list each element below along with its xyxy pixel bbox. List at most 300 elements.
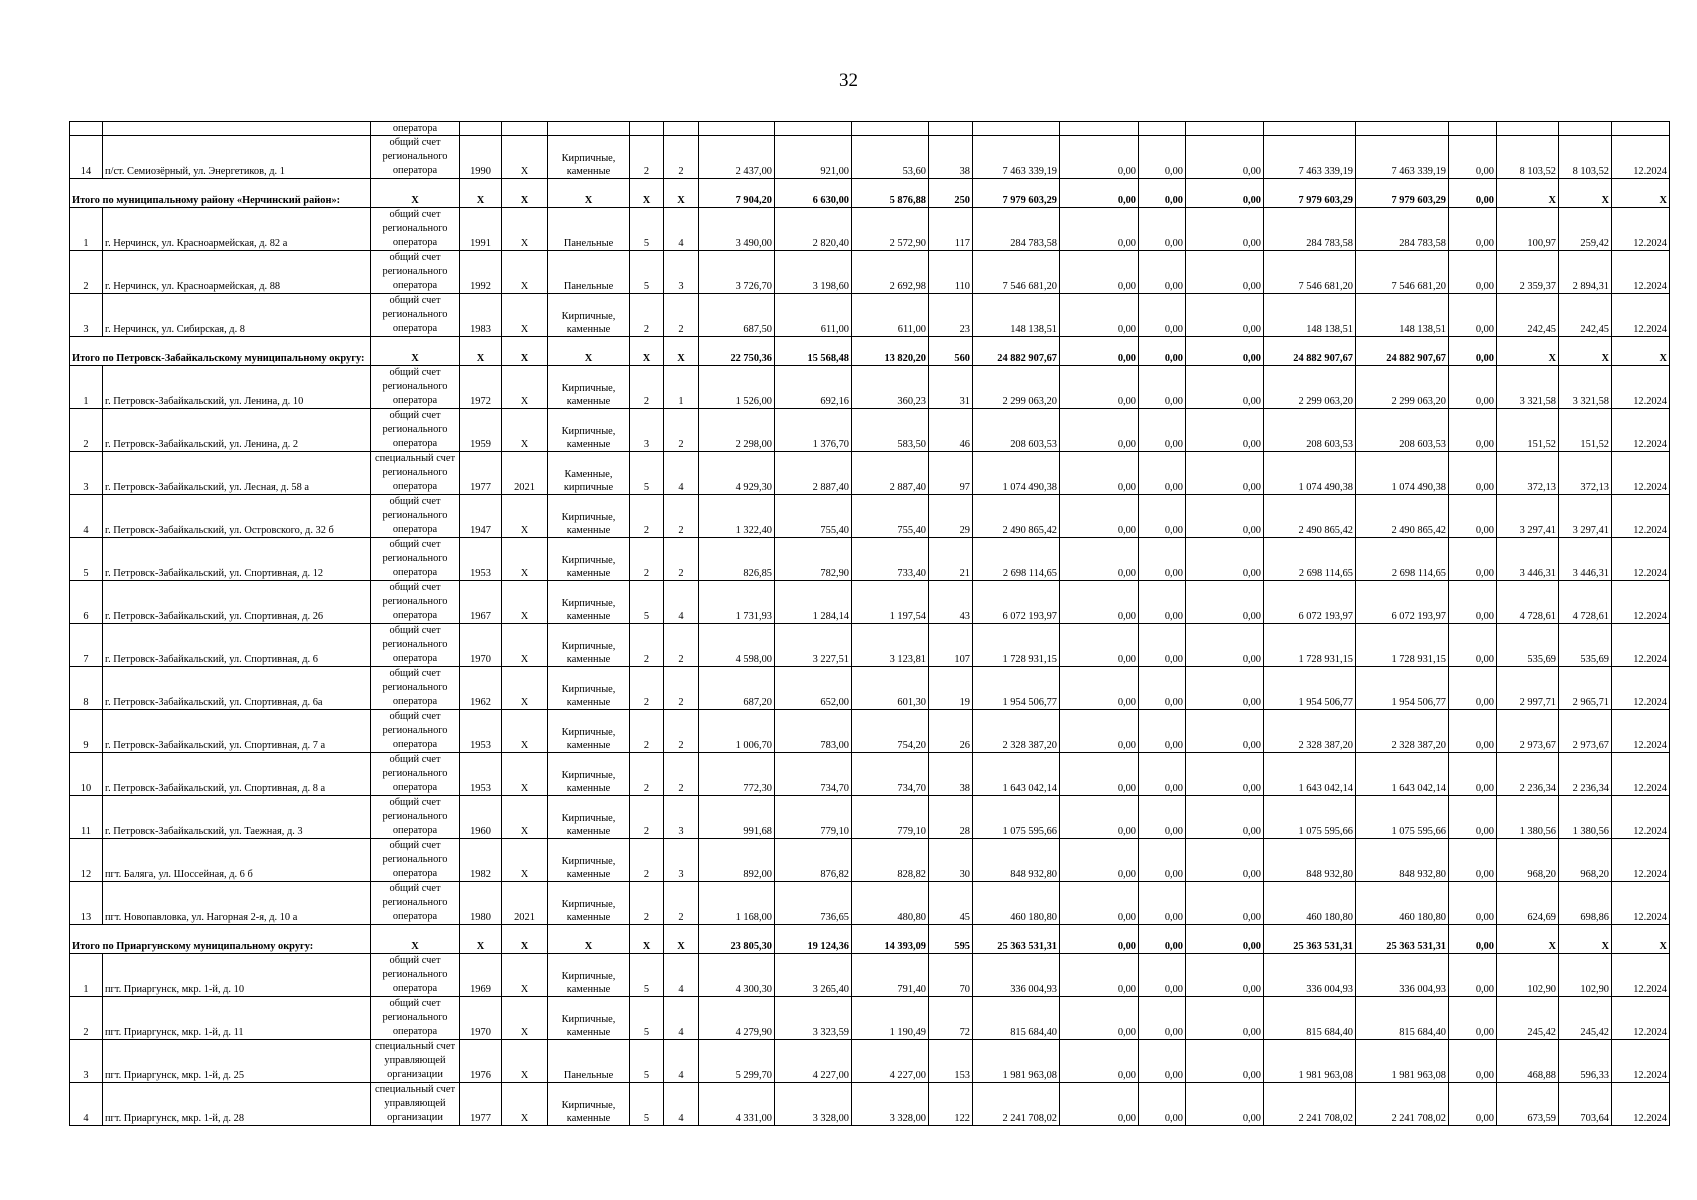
total-other-cell: 0,00 — [1449, 925, 1497, 954]
municipal-funds-cell: 0,00 — [1186, 882, 1264, 925]
total-own_fund2-cell: 24 882 907,67 — [1356, 337, 1449, 366]
regional-funds-cell: 0,00 — [1139, 1040, 1186, 1083]
wall-material-cell: Кирпичные, каменные — [548, 366, 630, 409]
owned-area-cell: 360,23 — [852, 366, 929, 409]
wall-material-cell: Кирпичные, каменные — [548, 294, 630, 337]
unit-cost-cell: 4 728,61 — [1497, 581, 1559, 624]
reconstruction-year-cell: Х — [502, 294, 548, 337]
row-number-cell: 9 — [70, 710, 103, 753]
entrances-cell: 2 — [664, 624, 699, 667]
owner-funds-cell: 1 981 963,08 — [1264, 1040, 1356, 1083]
municipal-funds-cell: 0,00 — [1186, 208, 1264, 251]
living-area-cell: 3 227,51 — [775, 624, 852, 667]
max-unit-cost-cell: 703,64 — [1559, 1083, 1612, 1126]
wall-material-cell: Кирпичные, каменные — [548, 1083, 630, 1126]
owned-area-cell: 3 328,00 — [852, 1083, 929, 1126]
total-area-cell: 4 331,00 — [699, 1083, 775, 1126]
total-area-cell: 22 750,36 — [699, 337, 775, 366]
owned-area-cell: 480,80 — [852, 882, 929, 925]
federal-funds-cell: 0,00 — [1060, 294, 1139, 337]
owner-funds-account-cell: 460 180,80 — [1356, 882, 1449, 925]
owner-funds-account-cell: 148 138,51 — [1356, 294, 1449, 337]
total-area-cell: 2 298,00 — [699, 409, 775, 452]
max-unit-cost-cell: 1 380,56 — [1559, 796, 1612, 839]
total-year-cell: Х — [460, 925, 502, 954]
total-area-cell: 892,00 — [699, 839, 775, 882]
regional-funds-cell: 0,00 — [1139, 452, 1186, 495]
regional-funds-cell: 0,00 — [1139, 997, 1186, 1040]
unit-cost-cell: 151,52 — [1497, 409, 1559, 452]
total-label-cell: Итого по муниципальному району «Нерчинский район»: — [70, 179, 371, 208]
reconstruction-year-cell: Х — [502, 667, 548, 710]
reconstruction-year-cell: Х — [502, 251, 548, 294]
fund-cell: общий счет регионального оператора — [371, 208, 460, 251]
regional-funds-cell: 0,00 — [1139, 136, 1186, 179]
other-funds-cell: 0,00 — [1449, 839, 1497, 882]
wall-material-cell: Кирпичные, каменные — [548, 710, 630, 753]
total-cost-cell: 148 138,51 — [973, 294, 1060, 337]
living-area-cell: 3 198,60 — [775, 251, 852, 294]
total-date-cell: Х — [1612, 337, 1670, 366]
living-area-cell: 1 284,14 — [775, 581, 852, 624]
unit-cost-cell: 468,88 — [1497, 1040, 1559, 1083]
residents-cell: 117 — [929, 208, 973, 251]
other-funds-cell: 0,00 — [1449, 667, 1497, 710]
owner-funds-account-cell: 7 463 339,19 — [1356, 136, 1449, 179]
reconstruction-year-cell: Х — [502, 1083, 548, 1126]
municipal-funds-cell: 0,00 — [1186, 136, 1264, 179]
unit-cost-cell: 968,20 — [1497, 839, 1559, 882]
total-label-cell: Итого по Петровск-Забайкальскому муниципальному округу: — [70, 337, 371, 366]
floors-cell: 2 — [630, 366, 664, 409]
living-area-cell: 3 328,00 — [775, 1083, 852, 1126]
max-unit-cost-cell: 4 728,61 — [1559, 581, 1612, 624]
entrances-cell: 3 — [664, 251, 699, 294]
total-u2-cell: Х — [1559, 925, 1612, 954]
completion-date-cell: 12.2024 — [1612, 753, 1670, 796]
wall-material-cell: Кирпичные, каменные — [548, 624, 630, 667]
federal-funds-cell: 0,00 — [1060, 667, 1139, 710]
year-cell: 1976 — [460, 1040, 502, 1083]
residents-cell: 107 — [929, 624, 973, 667]
fund-cell: общий счет регионального оператора — [371, 251, 460, 294]
owner-funds-cell: 6 072 193,97 — [1264, 581, 1356, 624]
total-rec-cell: Х — [502, 925, 548, 954]
federal-funds-cell: 0,00 — [1060, 839, 1139, 882]
year-cell: 1953 — [460, 753, 502, 796]
federal-funds-cell: 0,00 — [1060, 954, 1139, 997]
owner-funds-account-cell: 7 546 681,20 — [1356, 251, 1449, 294]
year-cell: 1960 — [460, 796, 502, 839]
federal-funds-cell: 0,00 — [1060, 208, 1139, 251]
floors-cell: 5 — [630, 1040, 664, 1083]
regional-funds-cell: 0,00 — [1139, 882, 1186, 925]
max-unit-cost-cell: 259,42 — [1559, 208, 1612, 251]
year-cell: 1977 — [460, 452, 502, 495]
max-unit-cost-cell: 245,42 — [1559, 997, 1612, 1040]
other-funds-cell: 0,00 — [1449, 1083, 1497, 1126]
year-cell: 1953 — [460, 538, 502, 581]
federal-funds-cell: 0,00 — [1060, 251, 1139, 294]
regional-funds-cell: 0,00 — [1139, 366, 1186, 409]
municipal-funds-cell: 0,00 — [1186, 538, 1264, 581]
total-mun-cell: 0,00 — [1186, 925, 1264, 954]
address-cell: пгт. Приаргунск, мкр. 1-й, д. 10 — [103, 954, 371, 997]
max-unit-cost-cell: 968,20 — [1559, 839, 1612, 882]
owner-funds-account-cell: 284 783,58 — [1356, 208, 1449, 251]
total-res-cell: 250 — [929, 179, 973, 208]
total-area-cell: 1 006,70 — [699, 710, 775, 753]
completion-date-cell: 12.2024 — [1612, 208, 1670, 251]
owner-funds-account-cell: 6 072 193,97 — [1356, 581, 1449, 624]
owner-funds-cell: 2 328 387,20 — [1264, 710, 1356, 753]
residents-cell: 153 — [929, 1040, 973, 1083]
completion-date-cell: 12.2024 — [1612, 710, 1670, 753]
regional-funds-cell: 0,00 — [1139, 495, 1186, 538]
total-fl-cell: Х — [630, 925, 664, 954]
owner-funds-cell: 7 546 681,20 — [1264, 251, 1356, 294]
owner-funds-account-cell: 336 004,93 — [1356, 954, 1449, 997]
residents-cell: 28 — [929, 796, 973, 839]
owner-funds-account-cell: 1 954 506,77 — [1356, 667, 1449, 710]
floors-cell: 2 — [630, 495, 664, 538]
owner-funds-cell: 336 004,93 — [1264, 954, 1356, 997]
total-own_funds-cell: 25 363 531,31 — [1264, 925, 1356, 954]
unit-cost-cell: 3 446,31 — [1497, 538, 1559, 581]
total-reg-cell: 0,00 — [1139, 179, 1186, 208]
owner-funds-cell: 1 728 931,15 — [1264, 624, 1356, 667]
wall-material-cell: Панельные — [548, 251, 630, 294]
living-area-cell: 783,00 — [775, 710, 852, 753]
address-cell: г. Петровск-Забайкальский, ул. Ленина, д. 2 — [103, 409, 371, 452]
other-funds-cell: 0,00 — [1449, 710, 1497, 753]
regional-funds-cell: 0,00 — [1139, 839, 1186, 882]
residents-cell: 122 — [929, 1083, 973, 1126]
owner-funds-account-cell: 208 603,53 — [1356, 409, 1449, 452]
reconstruction-year-cell: Х — [502, 796, 548, 839]
owned-area-cell: 828,82 — [852, 839, 929, 882]
table-row — [70, 294, 1670, 337]
total-cost-cell: 2 698 114,65 — [973, 538, 1060, 581]
table-row — [70, 538, 1670, 581]
total-cost-cell: 1 075 595,66 — [973, 796, 1060, 839]
table-row — [70, 624, 1670, 667]
total-area-cell: 687,50 — [699, 294, 775, 337]
other-funds-cell: 0,00 — [1449, 538, 1497, 581]
unit-cost-cell: 372,13 — [1497, 452, 1559, 495]
total-own-cell: 13 820,20 — [852, 337, 929, 366]
total-area-cell: 2 437,00 — [699, 136, 775, 179]
reconstruction-year-cell: Х — [502, 366, 548, 409]
row-number-cell: 12 — [70, 839, 103, 882]
municipal-funds-cell: 0,00 — [1186, 710, 1264, 753]
table-row — [70, 710, 1670, 753]
completion-date-cell: 12.2024 — [1612, 839, 1670, 882]
total-res-cell: 595 — [929, 925, 973, 954]
max-unit-cost-cell: 596,33 — [1559, 1040, 1612, 1083]
regional-funds-cell: 0,00 — [1139, 208, 1186, 251]
total-area-cell: 772,30 — [699, 753, 775, 796]
residents-cell: 43 — [929, 581, 973, 624]
row-number-cell: 5 — [70, 538, 103, 581]
total-fl-cell: Х — [630, 337, 664, 366]
regional-funds-cell: 0,00 — [1139, 538, 1186, 581]
table-total-row — [70, 925, 1670, 954]
floors-cell: 2 — [630, 294, 664, 337]
total-cost-cell: 6 072 193,97 — [973, 581, 1060, 624]
floors-cell: 5 — [630, 208, 664, 251]
total-wall-cell: Х — [548, 179, 630, 208]
fund-cell: общий счет регионального оператора — [371, 624, 460, 667]
owner-funds-account-cell: 1 075 595,66 — [1356, 796, 1449, 839]
fund-cell: общий счет регионального оператора — [371, 581, 460, 624]
federal-funds-cell: 0,00 — [1060, 624, 1139, 667]
total-cost-cell: 7 546 681,20 — [973, 251, 1060, 294]
reconstruction-year-cell: Х — [502, 1040, 548, 1083]
row-number-cell: 4 — [70, 495, 103, 538]
row-number-cell: 1 — [70, 366, 103, 409]
year-cell: 1962 — [460, 667, 502, 710]
max-unit-cost-cell: 3 446,31 — [1559, 538, 1612, 581]
table-row — [70, 753, 1670, 796]
total-cost-cell: 7 463 339,19 — [973, 136, 1060, 179]
entrances-cell: 2 — [664, 409, 699, 452]
table-row-continuation — [70, 122, 1670, 136]
address-cell: г. Петровск-Забайкальский, ул. Спортивная, д. 6 — [103, 624, 371, 667]
residents-cell: 38 — [929, 753, 973, 796]
page-number: 32 — [839, 70, 858, 91]
total-cost-cell: 815 684,40 — [973, 997, 1060, 1040]
floors-cell: 5 — [630, 581, 664, 624]
residents-cell: 46 — [929, 409, 973, 452]
row-number-cell: 7 — [70, 624, 103, 667]
total-fl-cell: Х — [630, 179, 664, 208]
total-area-cell: 991,68 — [699, 796, 775, 839]
completion-date-cell: 12.2024 — [1612, 294, 1670, 337]
row-number-cell: 1 — [70, 954, 103, 997]
floors-cell: 5 — [630, 954, 664, 997]
total-cost-cell: 2 328 387,20 — [973, 710, 1060, 753]
living-area-cell: 736,65 — [775, 882, 852, 925]
regional-funds-cell: 0,00 — [1139, 753, 1186, 796]
entrances-cell: 4 — [664, 954, 699, 997]
year-cell: 1977 — [460, 1083, 502, 1126]
reconstruction-year-cell: Х — [502, 839, 548, 882]
wall-material-cell: Кирпичные, каменные — [548, 753, 630, 796]
row-number-cell: 3 — [70, 294, 103, 337]
completion-date-cell: 12.2024 — [1612, 954, 1670, 997]
municipal-funds-cell: 0,00 — [1186, 294, 1264, 337]
other-funds-cell: 0,00 — [1449, 753, 1497, 796]
row-number-cell: 11 — [70, 796, 103, 839]
owner-funds-cell: 2 299 063,20 — [1264, 366, 1356, 409]
other-funds-cell: 0,00 — [1449, 1040, 1497, 1083]
residents-cell: 29 — [929, 495, 973, 538]
total-ent-cell: Х — [664, 179, 699, 208]
regional-funds-cell: 0,00 — [1139, 710, 1186, 753]
total-ent-cell: Х — [664, 925, 699, 954]
total-cost-cell: 208 603,53 — [973, 409, 1060, 452]
reconstruction-year-cell: Х — [502, 409, 548, 452]
total-area-cell: 3 490,00 — [699, 208, 775, 251]
total-cost-cell: 1 074 490,38 — [973, 452, 1060, 495]
total-own_funds-cell: 7 979 603,29 — [1264, 179, 1356, 208]
fund-cell: специальный счет управляющей организации — [371, 1083, 460, 1126]
total-reg-cell: 0,00 — [1139, 337, 1186, 366]
total-reg-cell: 0,00 — [1139, 925, 1186, 954]
floors-cell: 2 — [630, 796, 664, 839]
total-area-cell: 4 598,00 — [699, 624, 775, 667]
residents-cell: 110 — [929, 251, 973, 294]
owner-funds-account-cell: 2 299 063,20 — [1356, 366, 1449, 409]
completion-date-cell: 12.2024 — [1612, 997, 1670, 1040]
completion-date-cell: 12.2024 — [1612, 1040, 1670, 1083]
table-row — [70, 452, 1670, 495]
total-cost-cell: 1 954 506,77 — [973, 667, 1060, 710]
owned-area-cell: 1 190,49 — [852, 997, 929, 1040]
owned-area-cell: 53,60 — [852, 136, 929, 179]
living-area-cell: 782,90 — [775, 538, 852, 581]
total-area-cell: 4 300,30 — [699, 954, 775, 997]
address-cell: г. Петровск-Забайкальский, ул. Лесная, д. 58 а — [103, 452, 371, 495]
owned-area-cell: 2 887,40 — [852, 452, 929, 495]
address-cell: г. Петровск-Забайкальский, ул. Спортивная, д. 6а — [103, 667, 371, 710]
year-cell: 1953 — [460, 710, 502, 753]
living-area-cell: 3 265,40 — [775, 954, 852, 997]
completion-date-cell: 12.2024 — [1612, 538, 1670, 581]
completion-date-cell: 12.2024 — [1612, 409, 1670, 452]
owned-area-cell: 755,40 — [852, 495, 929, 538]
entrances-cell: 2 — [664, 294, 699, 337]
wall-material-cell: Кирпичные, каменные — [548, 997, 630, 1040]
floors-cell: 3 — [630, 409, 664, 452]
wall-material-cell: Кирпичные, каменные — [548, 581, 630, 624]
table-row — [70, 581, 1670, 624]
owner-funds-cell: 1 074 490,38 — [1264, 452, 1356, 495]
total-year-cell: Х — [460, 337, 502, 366]
total-res-cell: 560 — [929, 337, 973, 366]
entrances-cell: 2 — [664, 538, 699, 581]
wall-material-cell: Кирпичные, каменные — [548, 954, 630, 997]
fund-cell: общий счет регионального оператора — [371, 136, 460, 179]
municipal-funds-cell: 0,00 — [1186, 667, 1264, 710]
row-number-cell: 2 — [70, 251, 103, 294]
address-cell: пгт. Приаргунск, мкр. 1-й, д. 28 — [103, 1083, 371, 1126]
total-area-cell: 4 929,30 — [699, 452, 775, 495]
total-cost-cell: 1 643 042,14 — [973, 753, 1060, 796]
unit-cost-cell: 1 380,56 — [1497, 796, 1559, 839]
total-year-cell: Х — [460, 179, 502, 208]
fund-cell: специальный счет управляющей организации — [371, 1040, 460, 1083]
wall-material-cell: Кирпичные, каменные — [548, 839, 630, 882]
living-area-cell: 2 887,40 — [775, 452, 852, 495]
row-number-cell: 4 — [70, 1083, 103, 1126]
entrances-cell: 2 — [664, 136, 699, 179]
floors-cell: 5 — [630, 997, 664, 1040]
total-cost-cell: 284 783,58 — [973, 208, 1060, 251]
owned-area-cell: 1 197,54 — [852, 581, 929, 624]
row-number-cell: 3 — [70, 1040, 103, 1083]
table-row — [70, 839, 1670, 882]
year-cell: 1983 — [460, 294, 502, 337]
total-u2-cell: Х — [1559, 179, 1612, 208]
total-area-cell: 1 731,93 — [699, 581, 775, 624]
address-cell: пгт. Новопавловка, ул. Нагорная 2-я, д. 10 а — [103, 882, 371, 925]
residents-cell: 21 — [929, 538, 973, 581]
owned-area-cell: 779,10 — [852, 796, 929, 839]
floors-cell: 2 — [630, 839, 664, 882]
regional-funds-cell: 0,00 — [1139, 1083, 1186, 1126]
unit-cost-cell: 535,69 — [1497, 624, 1559, 667]
floors-cell: 2 — [630, 667, 664, 710]
year-cell: 1992 — [460, 251, 502, 294]
table-row — [70, 366, 1670, 409]
address-cell: г. Петровск-Забайкальский, ул. Спортивная, д. 8 а — [103, 753, 371, 796]
table-row — [70, 954, 1670, 997]
year-cell: 1990 — [460, 136, 502, 179]
completion-date-cell: 12.2024 — [1612, 495, 1670, 538]
entrances-cell: 2 — [664, 753, 699, 796]
federal-funds-cell: 0,00 — [1060, 581, 1139, 624]
row-number-cell: 14 — [70, 136, 103, 179]
fund-cell: специальный счет регионального оператора — [371, 452, 460, 495]
owner-funds-cell: 208 603,53 — [1264, 409, 1356, 452]
housing-register-table — [69, 121, 1670, 1126]
owned-area-cell: 2 572,90 — [852, 208, 929, 251]
residents-cell: 38 — [929, 136, 973, 179]
unit-cost-cell: 3 297,41 — [1497, 495, 1559, 538]
municipal-funds-cell: 0,00 — [1186, 954, 1264, 997]
total-cost-cell: 25 363 531,31 — [973, 925, 1060, 954]
living-area-cell: 876,82 — [775, 839, 852, 882]
total-cost-cell: 460 180,80 — [973, 882, 1060, 925]
other-funds-cell: 0,00 — [1449, 409, 1497, 452]
table-total-row — [70, 179, 1670, 208]
total-mun-cell: 0,00 — [1186, 337, 1264, 366]
floors-cell: 2 — [630, 753, 664, 796]
owner-funds-account-cell: 2 328 387,20 — [1356, 710, 1449, 753]
table-row — [70, 1040, 1670, 1083]
owner-funds-account-cell: 1 981 963,08 — [1356, 1040, 1449, 1083]
total-living-cell: 6 630,00 — [775, 179, 852, 208]
residents-cell: 30 — [929, 839, 973, 882]
address-cell: г. Петровск-Забайкальский, ул. Спортивная, д. 7 а — [103, 710, 371, 753]
regional-funds-cell: 0,00 — [1139, 581, 1186, 624]
wall-material-cell: Кирпичные, каменные — [548, 495, 630, 538]
floors-cell: 5 — [630, 251, 664, 294]
federal-funds-cell: 0,00 — [1060, 366, 1139, 409]
unit-cost-cell: 245,42 — [1497, 997, 1559, 1040]
total-fund-cell: Х — [371, 179, 460, 208]
owned-area-cell: 601,30 — [852, 667, 929, 710]
total-area-cell: 687,20 — [699, 667, 775, 710]
owner-funds-cell: 460 180,80 — [1264, 882, 1356, 925]
federal-funds-cell: 0,00 — [1060, 997, 1139, 1040]
federal-funds-cell: 0,00 — [1060, 409, 1139, 452]
floors-cell: 5 — [630, 1083, 664, 1126]
year-cell: 1980 — [460, 882, 502, 925]
municipal-funds-cell: 0,00 — [1186, 753, 1264, 796]
regional-funds-cell: 0,00 — [1139, 667, 1186, 710]
unit-cost-cell: 102,90 — [1497, 954, 1559, 997]
total-fund-cell: Х — [371, 925, 460, 954]
federal-funds-cell: 0,00 — [1060, 495, 1139, 538]
year-cell: 1972 — [460, 366, 502, 409]
living-area-cell: 921,00 — [775, 136, 852, 179]
wall-material-cell: Кирпичные, каменные — [548, 667, 630, 710]
owner-funds-account-cell: 1 728 931,15 — [1356, 624, 1449, 667]
other-funds-cell: 0,00 — [1449, 581, 1497, 624]
